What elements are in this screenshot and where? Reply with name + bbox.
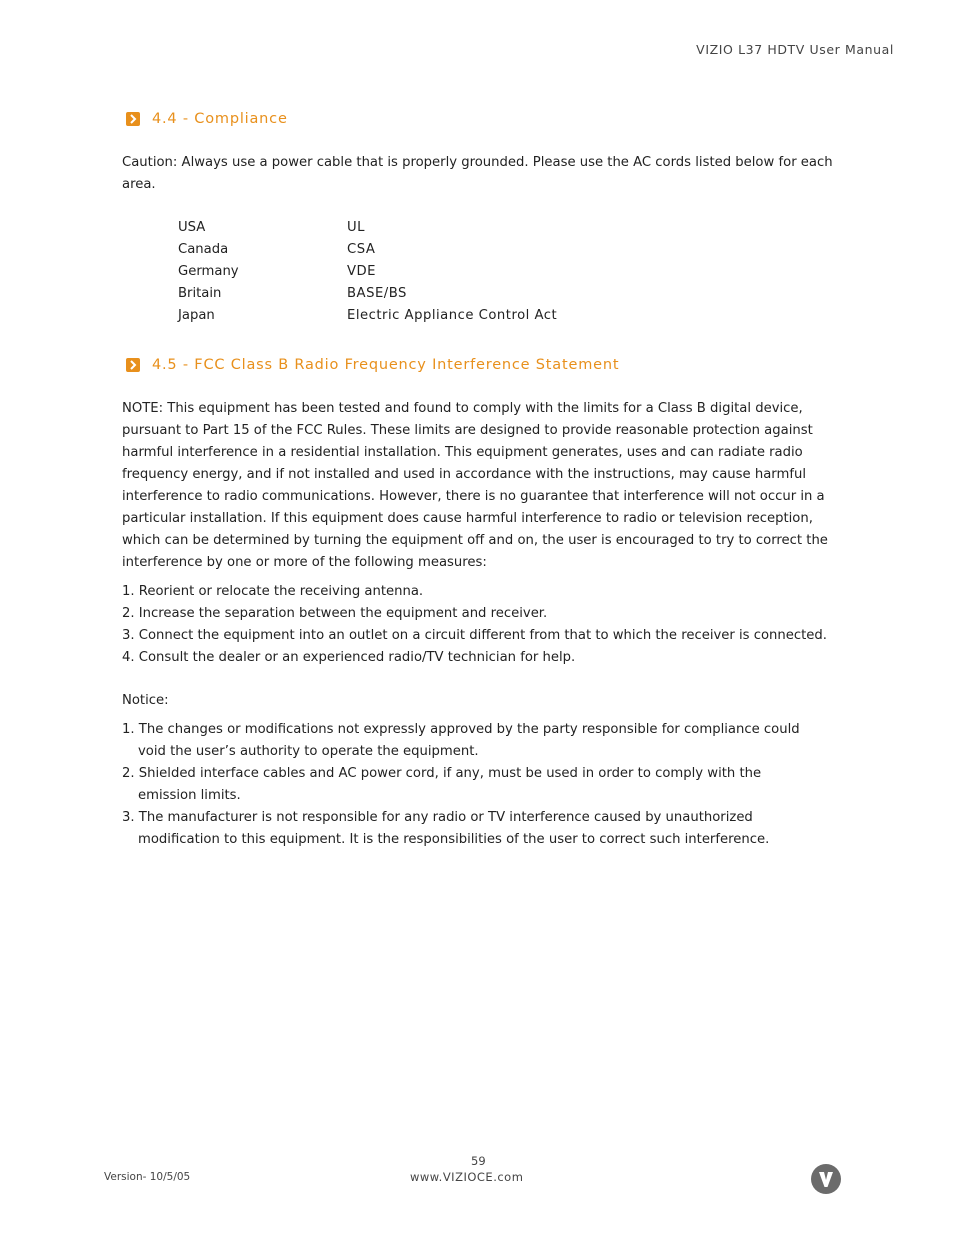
version-text: Version- 10/5/05 — [104, 1171, 191, 1183]
cord-row — [178, 217, 557, 239]
fcc-note-paragraph: NOTE: This equipment has been tested and found to comply with the limits for a Class B digital device, pursuant to Part 15 of the FCC Rules. These limits are designed to provide reasonable protection against harmful interference in a residential installation. This equipment generates, uses and can radiate radio frequency energy, and if not installed and used in accordance with the instructions, may cause harmful interference to radio communications. However, there is no guarantee that interference will not occur in a particular installation. If this equipment does cause harmful interference to radio or television reception, which can be determined by turning the equipment off and on, the user is encouraged to try to correct the interference by one or more of the following measures: — [122, 401, 828, 570]
chevron-right-icon — [126, 358, 140, 372]
cord-standard: UL — [347, 220, 365, 235]
cord-area: Canada — [178, 242, 229, 257]
cord-standard: BASE/BS — [347, 286, 407, 301]
notices-list — [122, 719, 822, 851]
header-title: VIZIO L37 HDTV User Manual — [696, 42, 894, 57]
vizio-v-logo-icon — [810, 1163, 842, 1195]
list-item: 2. Increase the separation between the equipment and receiver. — [122, 606, 548, 621]
list-item: 1. Reorient or relocate the receiving antenna. — [122, 584, 424, 599]
page-number: 59 — [471, 1154, 486, 1168]
cord-standard: VDE — [347, 264, 377, 279]
list-item: 3. Connect the equipment into an outlet on a circuit different from that to which the receiver is connected. — [122, 628, 827, 643]
cord-row — [178, 239, 557, 261]
measures-list — [122, 581, 834, 669]
cord-area: Germany — [178, 264, 239, 279]
website-url: www.VIZIOCE.com — [410, 1170, 524, 1184]
cord-area: Japan — [178, 308, 215, 323]
list-item: 3. The manufacturer is not responsible for any radio or TV interference caused by unauthorized modification to this equipment. It is the responsibilities of the user to correct such interference. — [122, 810, 770, 847]
cord-area: Britain — [178, 286, 222, 301]
cord-row — [178, 283, 557, 305]
fcc-heading-text: 4.5 - FCC Class B Radio Frequency Interference Statement — [152, 357, 620, 373]
list-item: 2. Shielded interface cables and AC power cord, if any, must be used in order to comply with the emission limits. — [122, 766, 762, 803]
chevron-right-icon — [126, 112, 140, 126]
caution-paragraph: Caution: Always use a power cable that is properly grounded. Please use the AC cords listed below for each area. — [122, 155, 833, 192]
compliance-heading-text: 4.4 - Compliance — [152, 111, 288, 127]
cord-row — [178, 305, 557, 327]
notice-label: Notice: — [122, 693, 169, 708]
ac-cord-table — [178, 217, 557, 327]
list-item: 1. The changes or modifications not expressly approved by the party responsible for compliance could void the user’s authority to operate the equipment. — [122, 722, 800, 759]
cord-area: USA — [178, 220, 206, 235]
cord-standard: CSA — [347, 242, 376, 257]
compliance-heading — [126, 111, 288, 127]
cord-row — [178, 261, 557, 283]
fcc-heading — [126, 357, 619, 373]
cord-standard: Electric Appliance Control Act — [347, 308, 558, 323]
list-item: 4. Consult the dealer or an experienced radio/TV technician for help. — [122, 650, 576, 665]
